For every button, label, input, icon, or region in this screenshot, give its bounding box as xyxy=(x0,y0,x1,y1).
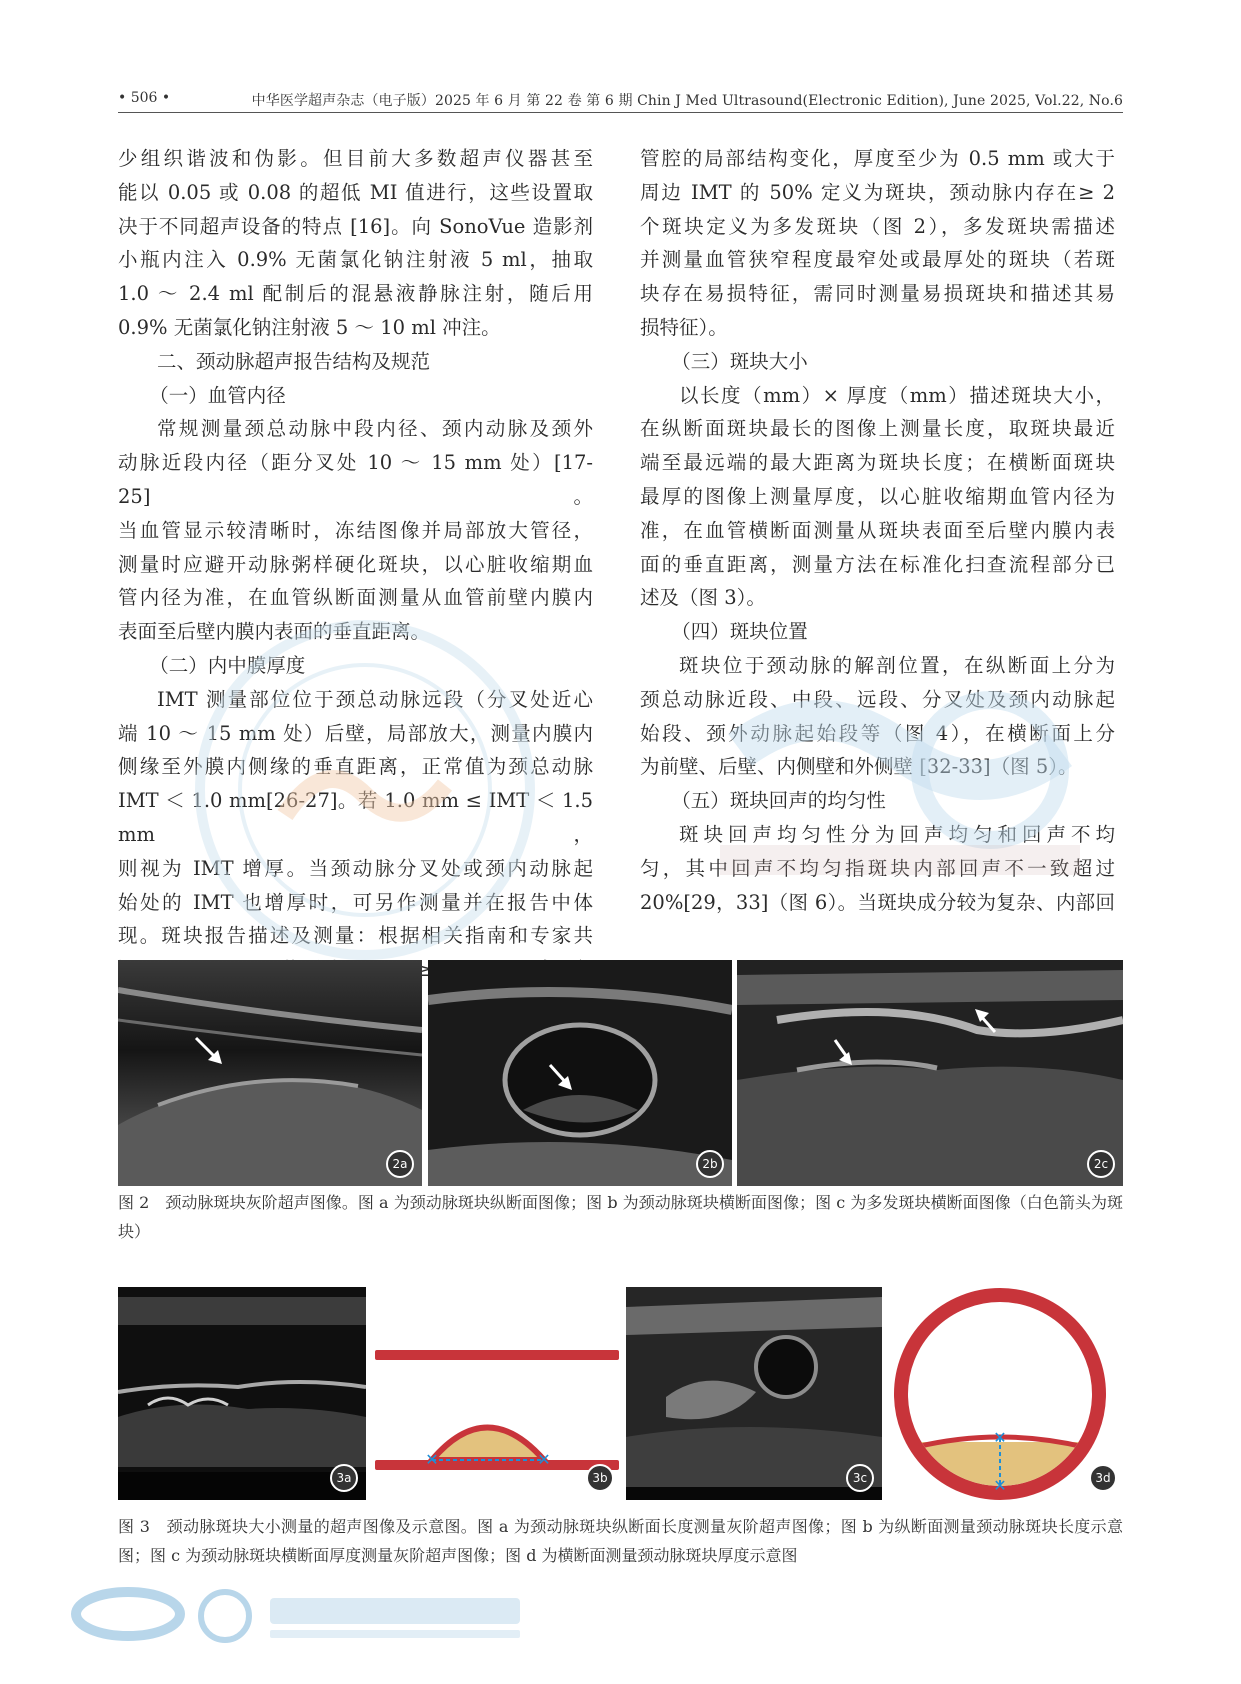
caliper-marker-icon: ✕ xyxy=(537,1450,551,1469)
text-line: 个斑块定义为多发斑块（图 2），多发斑块需描述 xyxy=(640,214,1115,238)
ultrasound-image xyxy=(626,1287,882,1500)
figure-3c-ultrasound xyxy=(626,1287,882,1500)
figure-2b-ultrasound xyxy=(428,960,732,1186)
caption-text: 图 2 颈动脉斑块灰阶超声图像。图 a 为颈动脉斑块纵断面图像；图 b 为颈动脉斑块横断面图像；图 c 为多发斑块横断面图像（白色箭头为斑块） xyxy=(118,1193,1123,1241)
text-line: 现。斑块报告描述及测量：根据相关指南和专家共 xyxy=(118,924,593,948)
text-line: 始处的 IMT 也增厚时，可另作测量并在报告中体 xyxy=(118,890,593,914)
vessel-wall-top xyxy=(375,1350,619,1360)
figure-3-caption xyxy=(118,1512,1123,1570)
text-line: 匀，其中回声不均匀指斑块内部回声不一致超过 xyxy=(640,856,1115,880)
journal-citation: 中华医学超声杂志（电子版）2025 年 6 月 第 22 卷 第 6 期 Chin J Med Ultrasound(Electronic Edition), June 2025, Vol.22, No.6 xyxy=(251,93,1123,109)
text-line: 1.0 ～ 2.4 ml 配制后的混悬液静脉注射，随后用 xyxy=(118,282,593,306)
text-line: 侧缘至外膜内侧缘的垂直距离，正常值为颈总动脉 xyxy=(118,755,593,779)
figure-3a-ultrasound xyxy=(118,1287,366,1500)
text-line: 0.9% 无菌氯化钠注射液 5 ～ 10 ml 冲注。 xyxy=(118,315,501,339)
text-line: 常规测量颈总动脉中段内径、颈内动脉及颈外 xyxy=(157,417,593,441)
subsection-heading: （二）内中膜厚度 xyxy=(149,653,306,677)
text-line: 准，在血管横断面测量从斑块表面至后壁内膜内表 xyxy=(640,518,1115,542)
longitudinal-plaque-diagram xyxy=(372,1287,622,1500)
subsection-heading: （三）斑块大小 xyxy=(671,349,808,373)
left-column xyxy=(118,142,593,1021)
text-line: 动脉近段内径（距分叉处 10 ～ 15 mm 处）[17-25]。 xyxy=(118,451,593,508)
running-header xyxy=(118,88,1123,114)
text-line: 小瓶内注入 0.9% 无菌氯化钠注射液 5 ml，抽取 xyxy=(118,248,593,272)
text-line: 则视为 IMT 增厚。当颈动脉分叉处或颈内动脉起 xyxy=(118,856,593,880)
panel-label: 3d xyxy=(1089,1464,1117,1492)
text-line: 斑块回声均匀性分为回声均匀和回声不均 xyxy=(679,822,1115,846)
text-line: 为前壁、后壁、内侧壁和外侧壁 [32-33]（图 5）。 xyxy=(640,755,1078,779)
text-line: ≥ xyxy=(415,958,432,982)
text-line: 管内径为准，在血管纵断面测量从血管前壁内膜内 xyxy=(118,586,593,610)
text-line: 能以 0.05 或 0.08 的超低 MI 值进行，这些设置取 xyxy=(118,180,593,204)
figure-2-caption xyxy=(118,1188,1123,1246)
text-line: 面的垂直距离，测量方法在标准化扫查流程部分已 xyxy=(640,552,1115,576)
plaque-shape xyxy=(432,1428,544,1461)
text-line: IMT 测量部位位于颈总动脉远段（分叉处近心 xyxy=(157,687,593,711)
ultrasound-image xyxy=(118,1287,366,1500)
panel-label: 2a xyxy=(386,1150,414,1178)
text-line: 少组织谐波和伪影。但目前大多数超声仪器甚至 xyxy=(118,147,593,170)
text-line: 颈总动脉近段、中段、远段、分叉处及颈内动脉起 xyxy=(640,687,1115,711)
text-line: 斑块位于颈动脉的解剖位置，在纵断面上分为 xyxy=(679,653,1115,677)
caption-text: 图 3 颈动脉斑块大小测量的超声图像及示意图。图 a 为颈动脉斑块纵断面长度测量灰阶超声图像；图 b 为纵断面测量颈动脉斑块长度示意图；图 c 为颈动脉斑块横断面厚度测量灰阶超声图像；图 d 为横断面测量颈动脉斑块厚度示意图 xyxy=(118,1517,1123,1565)
ultrasound-image xyxy=(737,960,1123,1186)
text-line: 测量时应避开动脉粥样硬化斑块，以心脏收缩期血 xyxy=(118,552,593,576)
figure-2c-ultrasound xyxy=(737,960,1123,1186)
text-line: 决于不同超声设备的特点 [16]。向 SonoVue 造影剂 xyxy=(118,214,593,238)
text-line: 以长度（mm）× 厚度（mm）描述斑块大小， xyxy=(679,383,1115,407)
text-line: 始段、颈外动脉起始段等（图 4），在横断面上分 xyxy=(640,721,1115,745)
panel-label: 3b xyxy=(586,1464,614,1492)
publisher-logo xyxy=(70,1586,530,1646)
section-heading: 二、颈动脉超声报告结构及规范 xyxy=(157,349,431,373)
text-line: IMT ＜ 1.0 mm[26-27]。若 1.0 mm ≤ IMT ＜ 1.5 mm， xyxy=(118,789,593,846)
text-line: 端 10 ～ 15 mm 处）后壁，局部放大，测量内膜内 xyxy=(118,721,593,745)
header-rule xyxy=(118,112,1123,113)
figure-3b-diagram xyxy=(372,1287,622,1500)
ultrasound-image xyxy=(428,960,732,1186)
text-line: 表面至后壁内膜内表面的垂直距离。 xyxy=(118,620,431,644)
figure-2a-ultrasound xyxy=(118,960,422,1186)
text-line: 述及（图 3）。 xyxy=(640,586,766,610)
caliper-marker-icon: ✕ xyxy=(993,1428,1007,1447)
caliper-marker-icon: ✕ xyxy=(425,1450,439,1469)
panel-label: 3a xyxy=(330,1464,358,1492)
text-line: 周边 IMT 的 50% 定义为斑块，颈动脉内存在≥ 2 xyxy=(640,180,1115,204)
text-line: 端至最远端的最大距离为斑块长度；在横断面斑块 xyxy=(640,451,1115,475)
text-line: 在纵断面斑块最长的图像上测量长度，取斑块最近 xyxy=(640,417,1115,441)
text-line: 损特征）。 xyxy=(640,315,728,339)
text-line: 管腔的局部结构变化，厚度至少为 0.5 mm 或大于 xyxy=(640,147,1115,170)
transverse-plaque-diagram xyxy=(886,1287,1123,1500)
page-number: • 506 • xyxy=(118,90,171,106)
panel-label: 2c xyxy=(1087,1150,1115,1178)
subsection-heading: （四）斑块位置 xyxy=(671,620,808,644)
subsection-heading: （五）斑块回声的均匀性 xyxy=(671,789,886,813)
figure-3d-diagram xyxy=(886,1287,1123,1500)
panel-label: 3c xyxy=(846,1464,874,1492)
text-line: 最厚的图像上测量厚度，以心脏收缩期血管内径为 xyxy=(640,484,1115,508)
caliper-marker-icon: ✕ xyxy=(993,1476,1007,1495)
vessel-wall-bottom xyxy=(375,1460,619,1470)
text-line: 块存在易损特征，需同时测量易损斑块和描述其易 xyxy=(640,282,1115,306)
right-column xyxy=(640,142,1115,919)
ultrasound-image xyxy=(118,960,422,1186)
text-line: 并测量血管狭窄程度最窄处或最厚处的斑块（若斑 xyxy=(640,248,1115,272)
text-line: 当血管显示较清晰时，冻结图像并局部放大管径， xyxy=(118,518,593,542)
text-line: 20%[29，33]（图 6）。当斑块成分较为复杂、内部回 xyxy=(640,890,1115,914)
panel-label: 2b xyxy=(696,1150,724,1178)
subsection-heading: （一）血管内径 xyxy=(149,383,286,407)
